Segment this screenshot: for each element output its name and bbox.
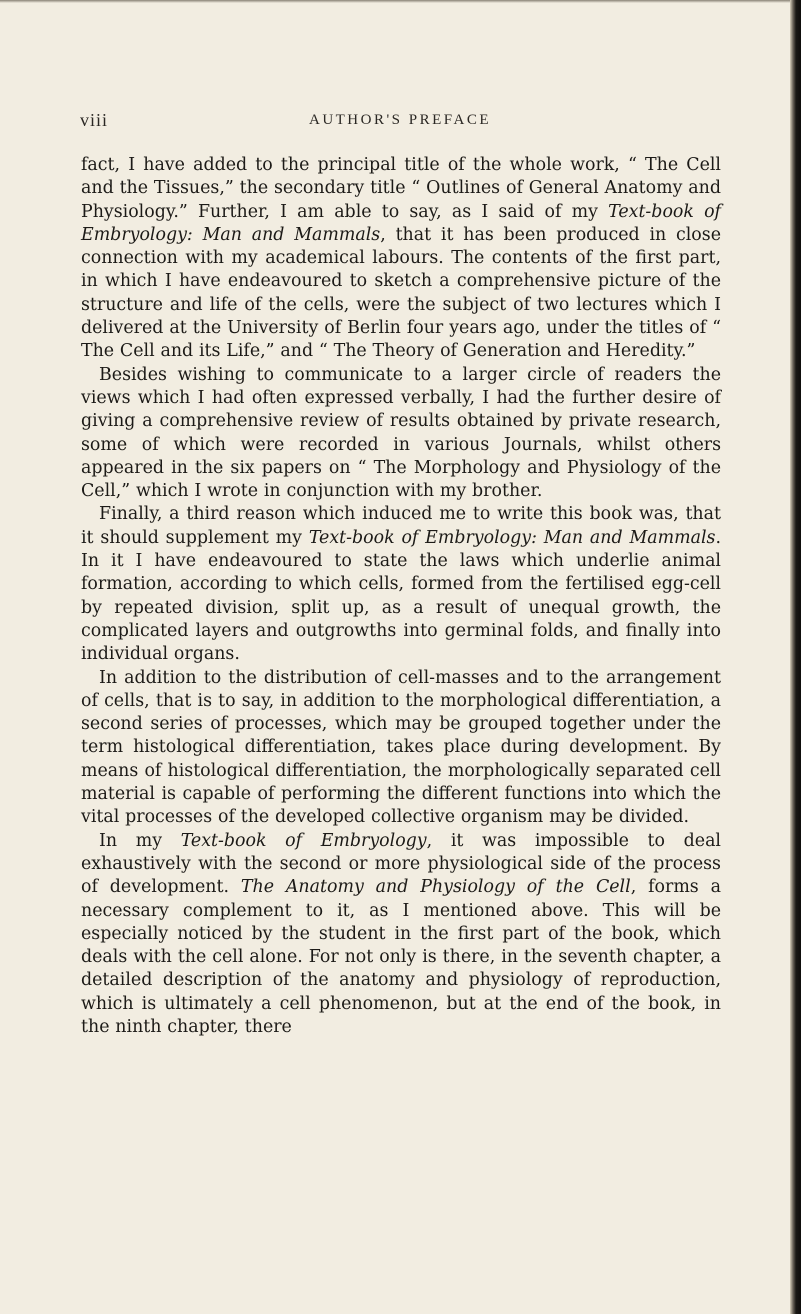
paragraph-1	[81, 154, 721, 364]
italic-title-text: The Anatomy and Physiology of the Cell	[240, 877, 631, 898]
body-text	[81, 154, 721, 1039]
running-head	[80, 110, 720, 136]
italic-title-text: Text-book of Embryology	[180, 830, 427, 851]
paragraph-2	[81, 364, 721, 504]
paragraph-text: , it was impossible to deal exhaustively with the second or more physiological side of the process of development.	[81, 830, 721, 898]
book-spine-edge	[790, 0, 801, 1314]
paragraph-text: Besides wishing to communicate to a larger circle of readers the views which I had often expressed verbally, I had the further desire of giving a comprehensive review of results obtained by private research, some of which were recorded in various Journals, whilst others appeared in the six papers on “ The Morphology and Physiology of the Cell,” which I wrote in conjunction with my brother.	[81, 364, 721, 502]
paragraph-text: fact, I have added to the principal title of the whole work, “ The Cell and the Tissues,” the secondary title “ Outlines of General Anatomy and Physiology.” Further, I am able to say, as I said of my	[81, 155, 721, 222]
paragraph-text: . In it I have endeavoured to state the laws which underlie animal formation, according to which cells, formed from the fertilised egg-cell by repeated division, split up, as a result of unequal growth, the complicated layers and outgrowths into germinal folds, and finally into individual organs.	[81, 527, 721, 665]
italic-title-text: Text-book of Embryology: Man and Mammals	[81, 201, 721, 245]
paragraph-4	[81, 667, 721, 830]
paragraph-text: , forms a necessary complement to it, as I mentioned above. This will be especially noticed by the student in the first part of the book, which deals with the cell alone. For not only is there, in the seventh chapter, a detailed description of the anatomy and physiology of reproduction, which is ultimately a cell phenomenon, but at the end of the book, in the ninth chapter, there	[81, 877, 721, 1037]
page-number: viii	[80, 110, 109, 130]
top-rule	[0, 0, 790, 3]
paragraph-text: In my	[99, 830, 181, 851]
paragraph-text: , that it has been produced in close connection with my academical labours. The contents of the first part, in which I have endeavoured to sketch a comprehensive picture of the structure and life of the cells, were the subject of two lectures which I delivered at the University of Berlin four years ago, under the titles of “ The Cell and its Life,” and “ The Theory of Generation and Heredity.”	[81, 224, 721, 362]
italic-title-text: Text-book of Embryology: Man and Mammals	[308, 527, 716, 548]
header-title: AUTHOR'S PREFACE	[308, 112, 492, 128]
paragraph-5	[81, 830, 721, 1040]
paragraph-3	[81, 503, 721, 666]
paragraph-text: In addition to the distribution of cell-masses and to the arrangement of cells, that is to say, in addition to the morphological differentiation, a second series of processes, which may be grouped together under the term histological differentiation, takes place during development. By means of histological differentiation, the morphologically separated cell material is capable of performing the different functions into which the vital processes of the developed collective organism may be divided.	[81, 667, 721, 828]
paragraph-text: Finally, a third reason which induced me to write this book was, that it should supplement my	[81, 504, 721, 548]
